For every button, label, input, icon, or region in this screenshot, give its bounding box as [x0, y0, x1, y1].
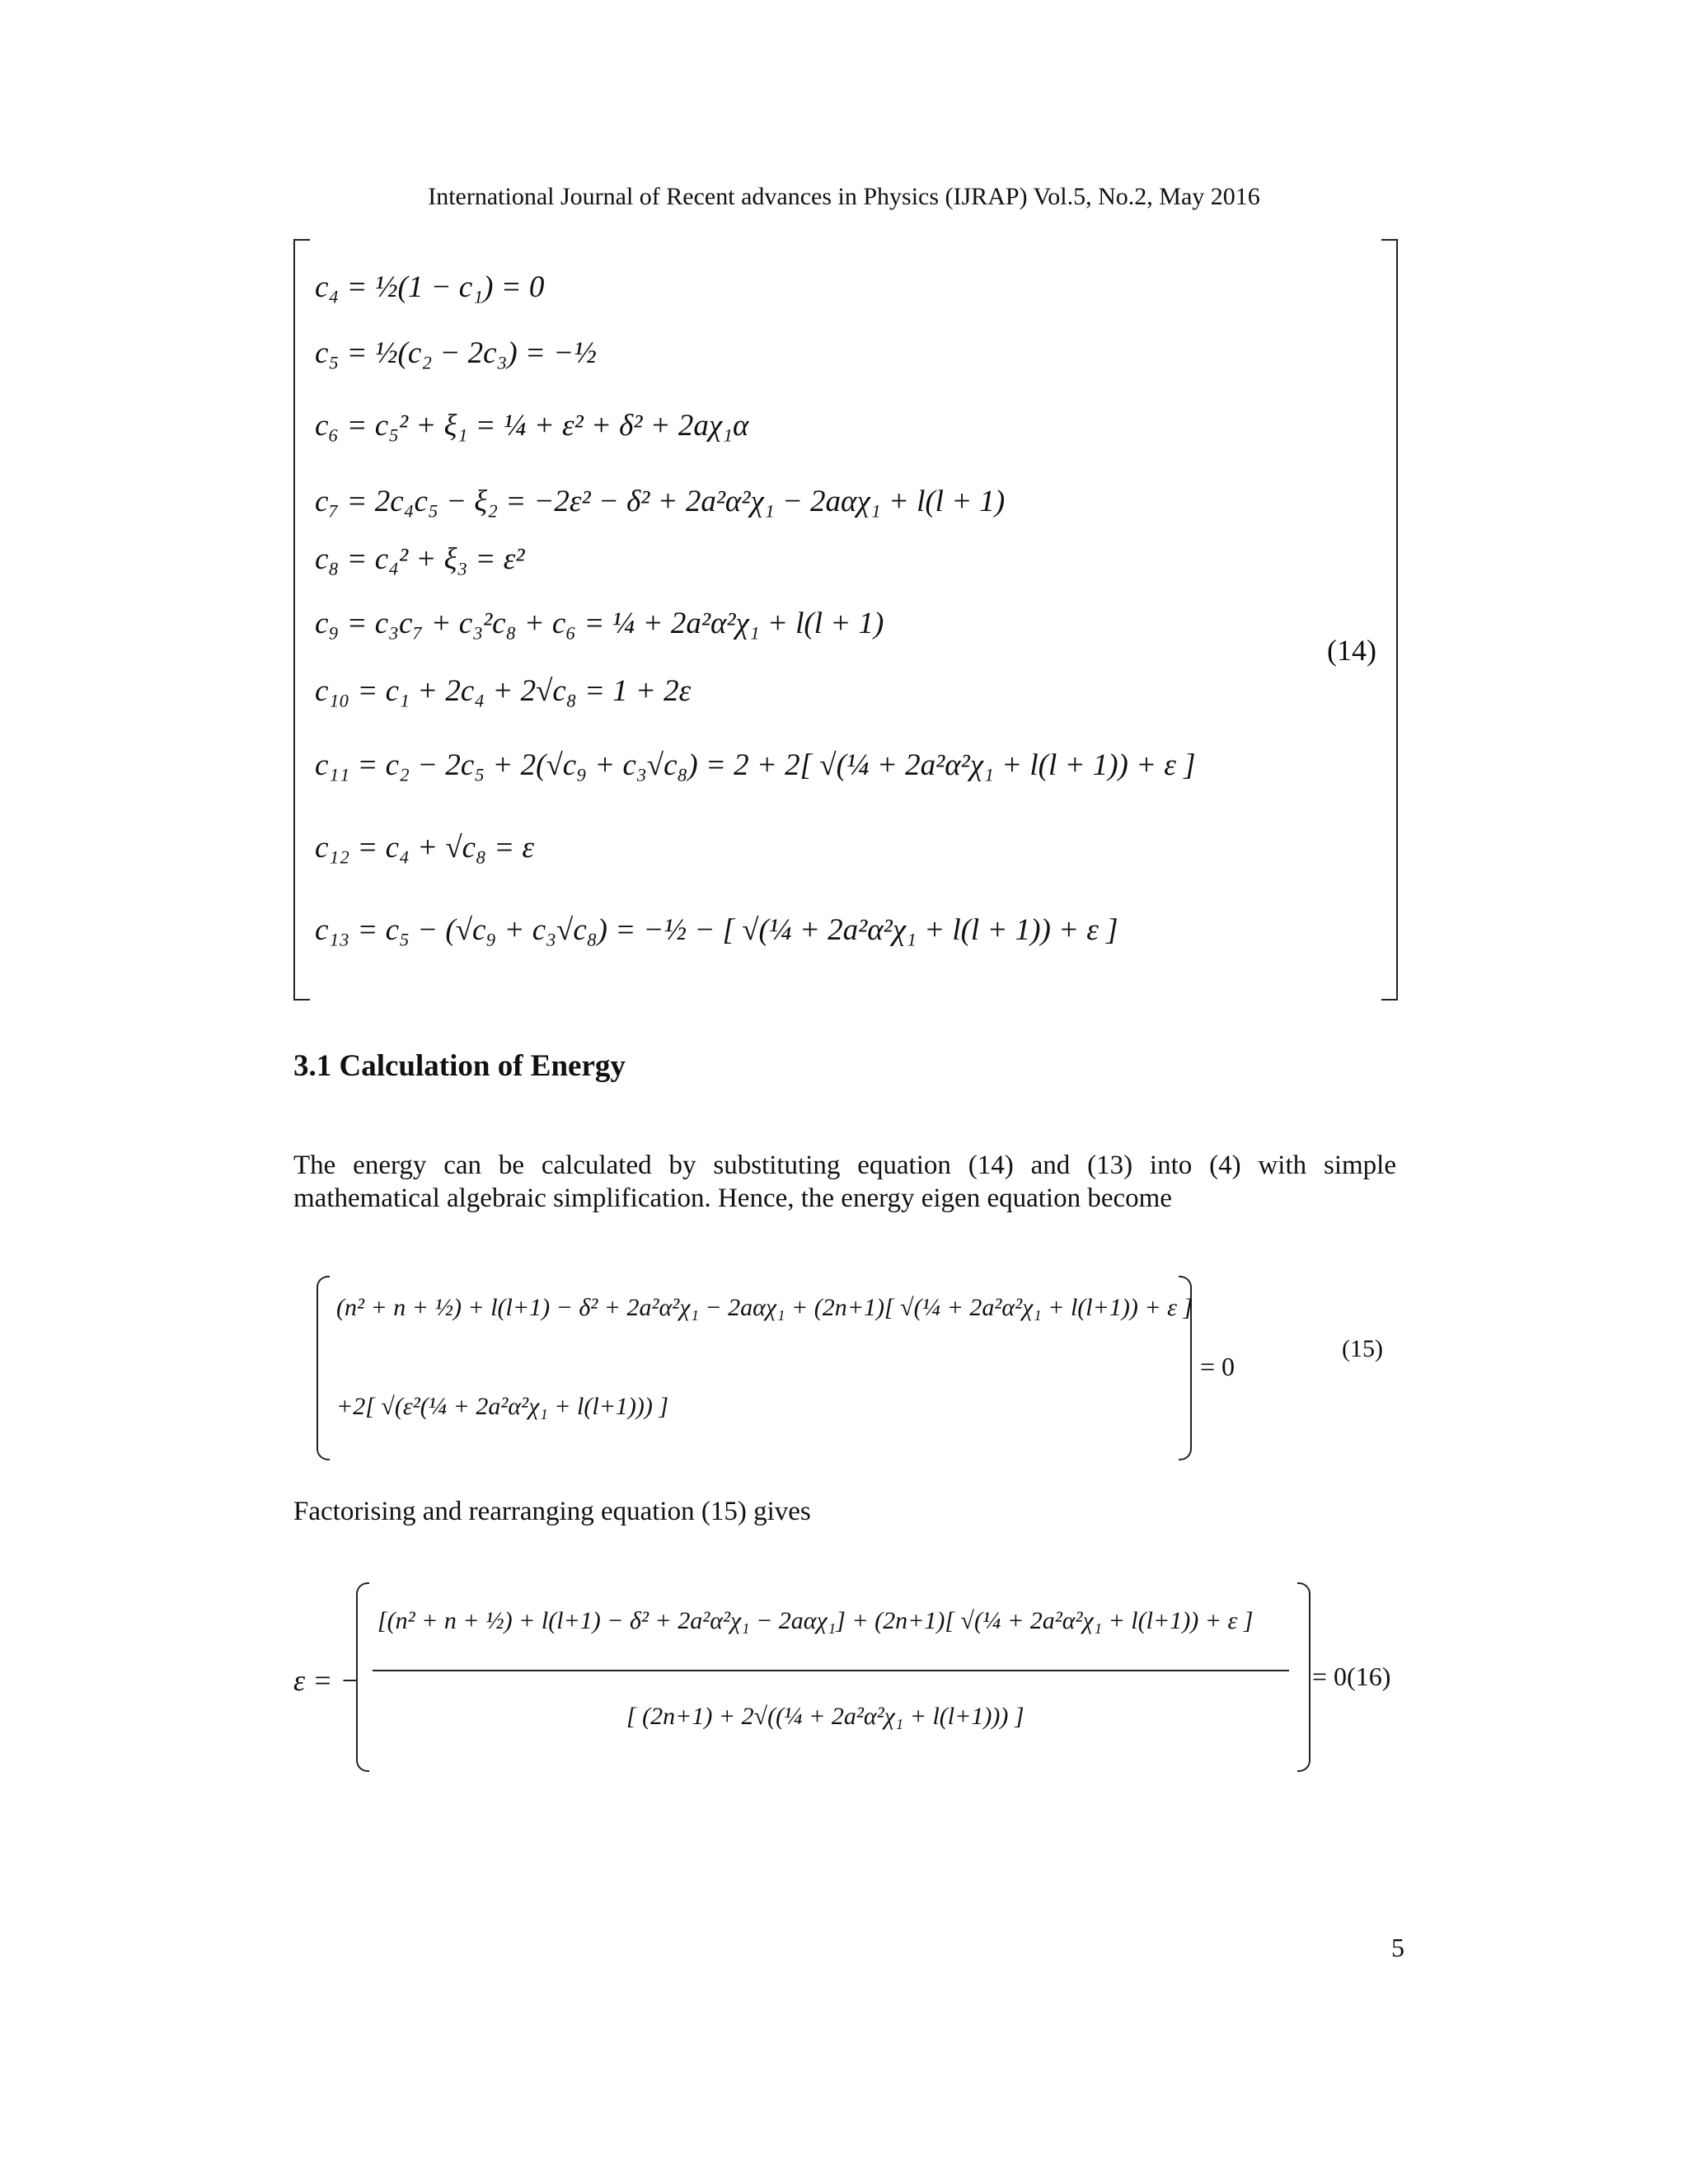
equation-15-line2: +2[ √(ε²(¼ + 2a²α²χ₁ + l(l+1))) ]	[336, 1393, 669, 1420]
left-brace	[316, 1276, 330, 1460]
right-bracket	[1381, 239, 1398, 1001]
equation-c7: c₇ = 2c₄c₅ − ξ₂ = −2ε² − δ² + 2a²α²χ₁ − 2aαχ₁ + l(l + 1)	[315, 485, 1006, 518]
left-bracket	[293, 239, 310, 1001]
equation-c4: c₄ = ½(1 − c₁) = 0	[315, 270, 545, 304]
equation-c8: c₈ = c₄² + ξ₃ = ε²	[315, 542, 525, 576]
equation-c11: c₁₁ = c₂ − 2c₅ + 2(√c₉ + c₃√c₈) = 2 + 2[ √(¼ + 2a²α²χ₁ + l(l + 1)) + ε ]	[315, 748, 1196, 782]
equation-c9: c₉ = c₃c₇ + c₃²c₈ + c₆ = ¼ + 2a²α²χ₁ + l(l + 1)	[315, 607, 884, 640]
right-brace	[1297, 1582, 1311, 1772]
equation-c10: c₁₀ = c₁ + 2c₄ + 2√c₈ = 1 + 2ε	[315, 674, 692, 708]
equation-c13: c₁₃ = c₅ − (√c₉ + c₃√c₈) = −½ − [ √(¼ + 2a²α²χ₁ + l(l + 1)) + ε ]	[315, 913, 1118, 947]
equation-15-line1: (n² + n + ½) + l(l+1) − δ² + 2a²α²χ₁ − 2aαχ₁ + (2n+1)[ √(¼ + 2a²α²χ₁ + l(l+1)) + ε ]	[336, 1294, 1193, 1321]
fraction-bar	[373, 1670, 1289, 1671]
equation-16-denominator: [ (2n+1) + 2√((¼ + 2a²α²χ₁ + l(l+1))) ]	[626, 1703, 1025, 1730]
equation-16-numerator: [(n² + n + ½) + l(l+1) − δ² + 2a²α²χ₁ − 2aαχ₁] + (2n+1)[ √(¼ + 2a²α²χ₁ + l(l+1)) + ε ]	[377, 1607, 1254, 1634]
page-number: 5	[1391, 1933, 1404, 1962]
equation-16-rhs: = 0(16)	[1312, 1661, 1391, 1691]
equation-c5: c₅ = ½(c₂ − 2c₃) = −½	[315, 336, 597, 370]
left-brace	[356, 1582, 369, 1772]
equation-15-rhs: = 0	[1200, 1352, 1236, 1381]
equation-label-15: (15)	[1342, 1335, 1383, 1362]
equation-system-14	[293, 239, 1398, 997]
equation-c12: c₁₂ = c₄ + √c₈ = ε	[315, 831, 535, 865]
paragraph-factorising: Factorising and rearranging equation (15) gives	[293, 1497, 811, 1526]
paragraph-energy-intro: The energy can be calculated by substituting equation (14) and (13) into (4) with simple mathematical algebraic simplification. Hence, the energy eigen equation become	[293, 1151, 1396, 1213]
equation-c6: c₆ = c₅² + ξ₁ = ¼ + ε² + δ² + 2aχ₁α	[315, 409, 749, 443]
journal-header: International Journal of Recent advances in Physics (IJRAP) Vol.5, No.2, May 2016	[428, 183, 1260, 210]
equation-label-14: (14)	[1327, 634, 1376, 667]
section-heading: 3.1 Calculation of Energy	[293, 1049, 626, 1083]
equation-16-lhs: ε = −	[293, 1664, 360, 1697]
